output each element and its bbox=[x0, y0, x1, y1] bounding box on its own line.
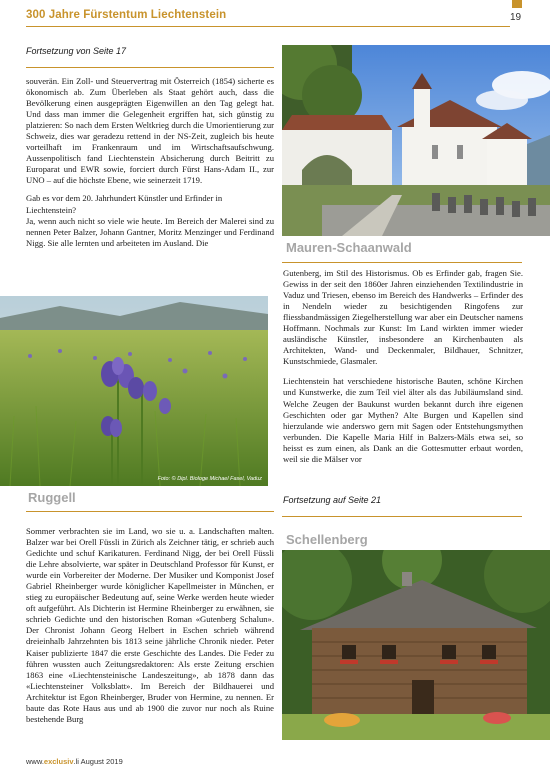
photo-mauren-church bbox=[282, 45, 550, 236]
continued-on-note: Fortsetzung auf Seite 21 bbox=[283, 495, 382, 505]
photo-schellenberg-house bbox=[282, 550, 550, 740]
footer bbox=[26, 757, 123, 766]
footer-date: August 2019 bbox=[80, 757, 123, 766]
footer-brand: exclusiv bbox=[43, 757, 74, 766]
interview-question: Gab es vor dem 20. Jahrhundert Künstler und Erfinder in Liechtenstein? bbox=[26, 193, 223, 215]
footer-url-prefix: www. bbox=[26, 757, 44, 766]
page-tab-marker bbox=[512, 0, 522, 8]
interview-answer: Ja, wenn auch nicht so viele wie heute. Im Bereich der Malerei sind zu nennen Peter Balzer, Johann Gantner, Moritz Menzinger und Ferdinand Nigg. Sie alle lernten und arbeiteten im Ausland. Die bbox=[26, 215, 274, 248]
page-header-title: 300 Jahre Fürstentum Liechtenstein bbox=[26, 9, 227, 21]
page-number: 19 bbox=[510, 12, 522, 23]
article-paragraph: Liechtenstein hat verschiedene historische Bauten, schöne Kirchen und Kunstwerke, die zum Teil viel älter als das Jubiläumsland sind. Welche Zeugen der Baukunst wurden bekannt durch ihre eigenen Geschichten oder gar Mythen? Alte Burgen und Kapellen sind hierzulande wie anderswo gern mit Sagen oder Entstehungsmythen verbunden. Die Kapelle Maria Hilf in Balzers-Mäls etwa sei, so heisst es zum einen, als Dank an die Gottesmutter erbaut worden, weil sie die Mälser vor bbox=[283, 376, 523, 464]
footer-url-suffix: .li bbox=[73, 757, 79, 766]
photo-caption-schellenberg: Schellenberg bbox=[286, 532, 368, 547]
continued-from-note: Fortsetzung von Seite 17 bbox=[26, 46, 127, 56]
header-divider bbox=[26, 26, 510, 27]
article-paragraph: Sommer verbrachten sie im Land, wo sie u. a. Landschaften malten. Balzer war bei Orell Füssli in Zürich als Zeichner tätig, er schrieb auch Gedichte und schuf Karikaturen. Ferdinand Nigg, der bei Orell Füssli die Lehre absolvierte, war später in Deutschland Professor für Kunst, er wurde ein Vorbereiter der Moderne. Der Musiker und Komponist Josef Gabriel Rheinberger wurde königlicher Kapellmeister in München, er stieg zu europäischer Bedeutung auf, seine Werke werden heute wieder oft aufgeführt. Als Dichterin ist Hermine Rheinberger zu erwähnen, sie schrieb Gedichte und den historischen Roman «Gutenberg Schalun». Der Chronist Johann Georg Helbert in Eschen schrieb während dreieinhalb Jahrzehnten bis 1813 seine jährliche Chronik nieder. Peter Kaiser publizierte 1847 die erste Geschichte des Landes. Die Feder zu führen wussten auch Zeitungsredaktoren: Als erste Zeitung erschien 1863 eine «Liechtensteinische Landeszeitung», ab 1878 dann das «Liechtensteiner Volksblatt». Im Bereich der Bildhauerei und Architektur ist Egon Rheinberger, Bruder von Hermine, zu nennen. Er baute das Rote Haus aus und ab 1900 die zuvor nur noch als Ruine bestehende Burg bbox=[26, 526, 274, 724]
article-paragraph: Gutenberg, im Stil des Historismus. Ob es Erfinder gab, fragen Sie. Gewiss in der seit den 1860er Jahren einziehenden Textilindustrie in Vaduz und Triesen, ebenso im Bereich des Handwerks – Erfinder des in Nendeln wieder zu besichtigenden Ringofens zur fliessbandmässigen Ziegelherstellung war aber ein Deutscher namens Hoffmann. Nochmals zur Kunst: Im Land wirkten immer wieder ausländische Künstler, insbesondere an Kirchenbauten als Architekten, Wand- und Deckenmaler, Bildhauer, Schnitzer, Kunstschmiede, Glasmaler. bbox=[283, 268, 523, 367]
photo-caption-ruggell: Ruggell bbox=[28, 490, 76, 505]
photo-credit: Foto: © Dipl. Biologe Michael Fasel, Vaduz bbox=[157, 476, 262, 482]
right-column-text bbox=[283, 268, 523, 465]
right-column-rule bbox=[282, 262, 522, 263]
photo-caption-mauren: Mauren-Schaanwald bbox=[286, 240, 412, 255]
bottom-left-text bbox=[26, 526, 274, 725]
article-paragraph: souverän. Ein Zoll- und Steuervertrag mit Österreich (1854) sicherte es ökonomisch ab. Zum Überleben als Staat gehört auch, dass die Bevölkerung einen ausgeprägten Eigenwillen an den Tag gelegt hat. Und dass man immer die Gelegenheit ergriffen hat, sich günstig zu platzieren: So nach dem Ersten Weltkrieg durch die Umorientierung zur Schweiz, dies war geradezu rettend in der NS-Zeit, zugleich bis heute vorteilhaft im Frankenraum und im Wirtschaftsaufschwung. Aussenpolitisch fand Liechtenstein Absicherung durch Beitritt zu Europarat und EWR sowie, forciert durch Fürst Hans-Adam II., zur UNO – auf die höchste Ebene, wie seinerzeit 1719. bbox=[26, 76, 274, 186]
left-column-rule-bottom bbox=[26, 511, 274, 512]
right-column-rule-bottom bbox=[282, 516, 522, 517]
photo-ruggell-meadow bbox=[0, 296, 268, 486]
left-column-text bbox=[26, 76, 274, 249]
left-column-rule bbox=[26, 67, 274, 68]
